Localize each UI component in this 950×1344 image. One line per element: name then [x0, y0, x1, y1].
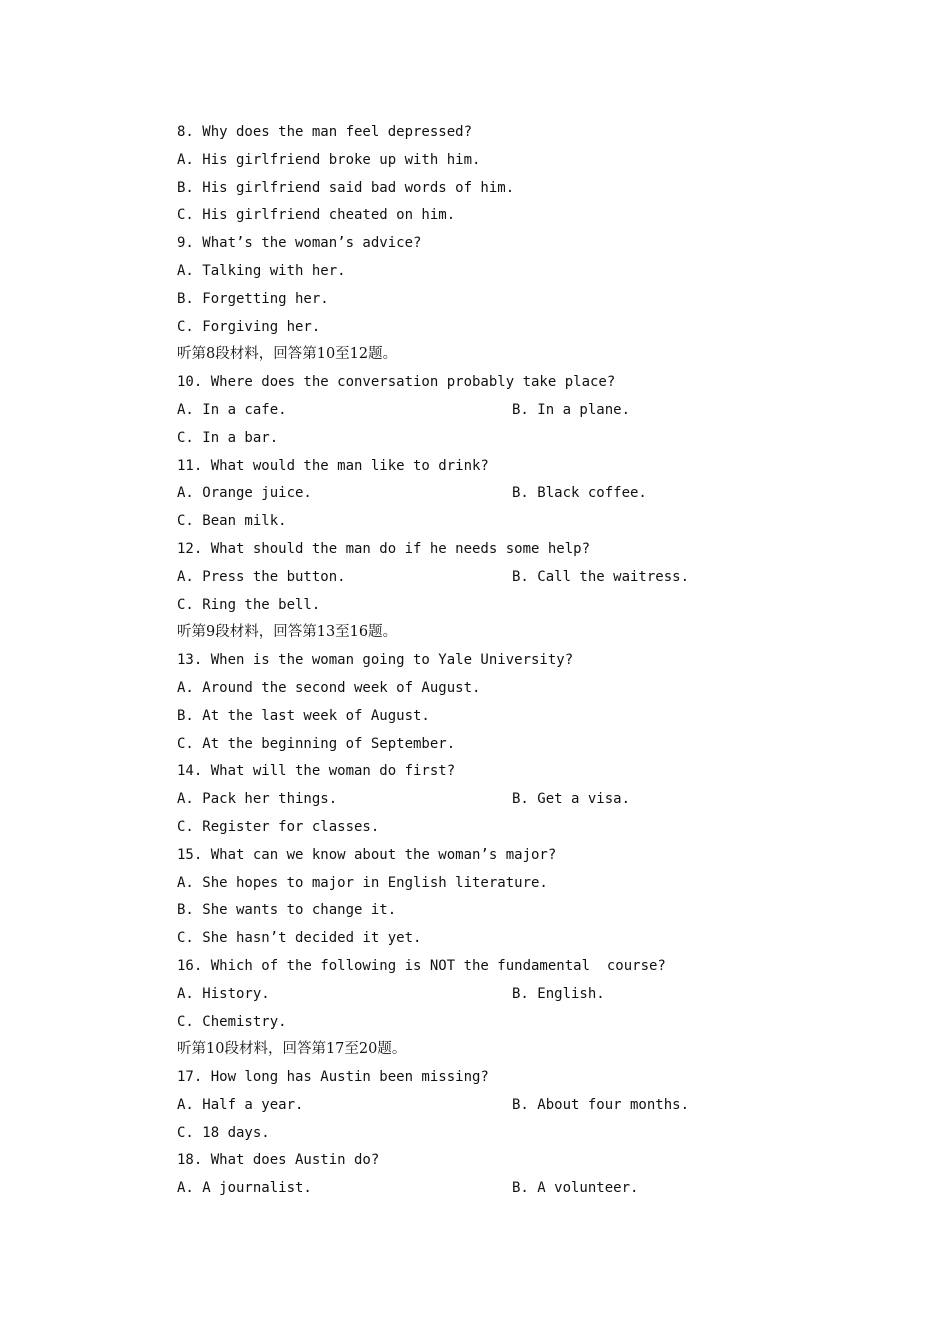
answer-option-line [177, 675, 797, 703]
question-text: 17. How long has Austin been missing? [177, 1069, 489, 1086]
section-instruction: 听第10段材料，回答第17至20题。 [177, 1041, 407, 1058]
answer-option: B. Call the waitress. [512, 568, 690, 585]
answer-options-row [177, 397, 797, 425]
answer-option: C. His girlfriend cheated on him. [177, 207, 456, 224]
section-instruction-line [177, 1036, 797, 1064]
answer-option: B. She wants to change it. [177, 902, 397, 919]
answer-options-row [177, 1175, 797, 1203]
answer-option: C. Bean milk. [177, 513, 287, 530]
answer-option: B. English. [512, 985, 605, 1002]
answer-option-line [177, 1009, 797, 1037]
answer-option-line [177, 703, 797, 731]
question-text: 18. What does Austin do? [177, 1152, 380, 1169]
answer-option-line [177, 175, 797, 203]
answer-option-line [177, 286, 797, 314]
question-text: 16. Which of the following is NOT the fundamental course? [177, 957, 666, 974]
document-page [177, 119, 797, 1203]
answer-option-line [177, 314, 797, 342]
answer-option-line [177, 147, 797, 175]
answer-option: A. Half a year. [177, 1096, 304, 1113]
section-instruction-line [177, 619, 797, 647]
question-text-line [177, 536, 797, 564]
question-text-line [177, 369, 797, 397]
section-instruction: 听第9段材料，回答第13至16题。 [177, 624, 398, 641]
question-text: 8. Why does the man feel depressed? [177, 124, 473, 140]
answer-option-line [177, 925, 797, 953]
answer-option: C. Register for classes. [177, 818, 380, 835]
answer-options-row [177, 1092, 797, 1120]
answer-option: A. Pack her things. [177, 791, 338, 808]
question-text-line [177, 119, 797, 147]
question-text: 10. Where does the conversation probably take place? [177, 374, 616, 391]
answer-option: A. His girlfriend broke up with him. [177, 151, 481, 168]
answer-option-line [177, 258, 797, 286]
question-text: 11. What would the man like to drink? [177, 457, 489, 474]
answer-option: B. Get a visa. [512, 791, 631, 808]
question-text: 13. When is the woman going to Yale University? [177, 652, 574, 669]
answer-option: C. Chemistry. [177, 1013, 287, 1030]
answer-option: B. A volunteer. [512, 1180, 639, 1197]
question-text-line [177, 453, 797, 481]
answer-options-row [177, 480, 797, 508]
answer-option: B. In a plane. [512, 401, 631, 418]
section-instruction-line [177, 341, 797, 369]
answer-option: A. History. [177, 985, 270, 1002]
answer-option: B. About four months. [512, 1096, 690, 1113]
answer-option: B. Black coffee. [512, 485, 647, 502]
answer-option-line [177, 1120, 797, 1148]
answer-option-line [177, 425, 797, 453]
answer-option-line [177, 592, 797, 620]
answer-option: C. Forgiving her. [177, 318, 321, 335]
answer-option-line [177, 508, 797, 536]
answer-option: A. Orange juice. [177, 485, 312, 502]
section-instruction: 听第8段材料，回答第10至12题。 [177, 346, 398, 363]
answer-option: A. Press the button. [177, 568, 346, 585]
question-text: 9. What’s the woman’s advice? [177, 235, 422, 252]
answer-option-line [177, 731, 797, 759]
answer-option: A. In a cafe. [177, 401, 287, 418]
answer-options-row [177, 786, 797, 814]
question-text-line [177, 230, 797, 258]
question-text-line [177, 1064, 797, 1092]
question-text: 12. What should the man do if he needs some help? [177, 540, 591, 557]
question-text: 15. What can we know about the woman’s major? [177, 846, 557, 863]
answer-option: A. A journalist. [177, 1180, 312, 1197]
question-text-line [177, 842, 797, 870]
question-text: 14. What will the woman do first? [177, 763, 456, 780]
answer-option: A. Around the second week of August. [177, 679, 481, 696]
answer-option: B. At the last week of August. [177, 707, 430, 724]
answer-option: B. Forgetting her. [177, 290, 329, 307]
answer-option: C. In a bar. [177, 429, 279, 446]
answer-options-row [177, 564, 797, 592]
answer-option-line [177, 870, 797, 898]
answer-options-row [177, 981, 797, 1009]
answer-option: C. Ring the bell. [177, 596, 321, 613]
answer-option: A. She hopes to major in English literature. [177, 874, 548, 891]
answer-option-line [177, 897, 797, 925]
answer-option: A. Talking with her. [177, 262, 346, 279]
answer-option: B. His girlfriend said bad words of him. [177, 179, 515, 196]
answer-option: C. She hasn’t decided it yet. [177, 930, 422, 947]
question-text-line [177, 758, 797, 786]
question-text-line [177, 1147, 797, 1175]
answer-option: C. 18 days. [177, 1124, 270, 1141]
answer-option-line [177, 202, 797, 230]
answer-option-line [177, 814, 797, 842]
question-text-line [177, 953, 797, 981]
question-text-line [177, 647, 797, 675]
answer-option: C. At the beginning of September. [177, 735, 456, 752]
